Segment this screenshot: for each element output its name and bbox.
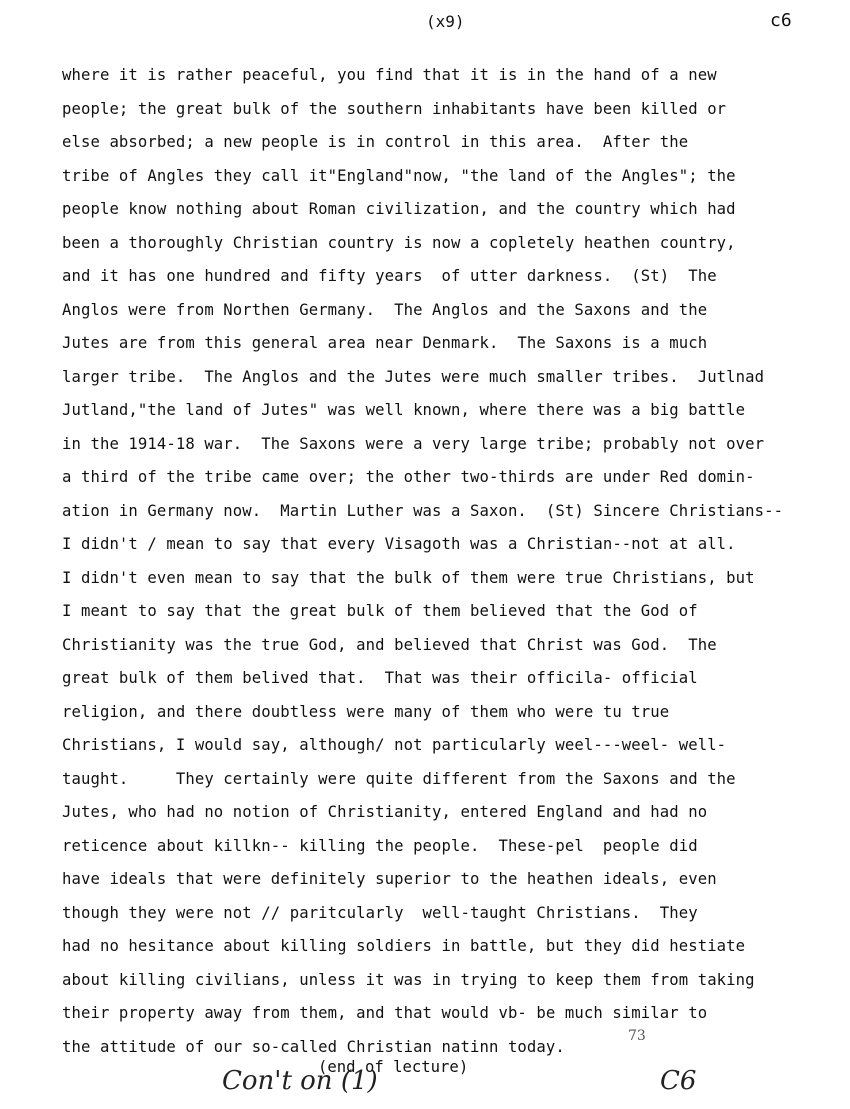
text-line: people know nothing about Roman civilization, and the country which had bbox=[62, 200, 736, 218]
text-line: Jutland,"the land of Jutes" was well known, where there was a big battle bbox=[62, 401, 746, 419]
text-line: reticence about killkn-- killing the people. These-pel people did bbox=[62, 836, 698, 855]
text-line: I meant to say that the great bulk of them believed that the God of bbox=[62, 602, 698, 620]
text-line: larger tribe. The Anglos and the Jutes were much smaller tribes. Jutlnad bbox=[62, 367, 765, 386]
text-line: have ideals that were definitely superior to the heathen ideals, even bbox=[62, 870, 717, 888]
text-line: Christianity was the true God, and believed that Christ was God. The bbox=[62, 635, 717, 654]
text-line: ation in Germany now. Martin Luther was a Saxon. (St) Sincere Christians-- bbox=[62, 501, 784, 520]
handwritten-code: C6 bbox=[660, 1066, 697, 1096]
text-line: had no hesitance about killing soldiers in battle, but they did hestiate bbox=[62, 937, 746, 955]
corner-code: c6 bbox=[770, 10, 792, 31]
text-line: their property away from them, and that would vb- be much similar to bbox=[62, 1004, 708, 1022]
text-line: great bulk of them belived that. That was their officila- official bbox=[62, 669, 698, 687]
text-line: Anglos were from Northen Germany. The Anglos and the Saxons and the bbox=[62, 300, 708, 319]
body-text bbox=[62, 64, 842, 1069]
text-line: Jutes, who had no notion of Christianity, entered England and had no bbox=[62, 803, 708, 821]
text-line: Jutes are from this general area near Denmark. The Saxons is a much bbox=[62, 334, 708, 352]
text-line: taught. They certainly were quite different from the Saxons and the bbox=[62, 769, 736, 788]
margin-note: 73 bbox=[628, 1028, 646, 1044]
handwritten-continuation-note: Con't on (1) bbox=[222, 1066, 378, 1096]
text-line: religion, and there doubtless were many of them who were tu true bbox=[62, 702, 670, 721]
text-line: though they were not // paritcularly well-taught Christians. They bbox=[62, 903, 698, 922]
page-number: (x9) bbox=[426, 12, 465, 31]
text-line: in the 1914-18 war. The Saxons were a very large tribe; probably not over bbox=[62, 434, 765, 453]
text-line: tribe of Angles they call it"England"now, "the land of the Angles"; the bbox=[62, 166, 736, 185]
text-line: about killing civilians, unless it was in trying to keep them from taking bbox=[62, 970, 755, 989]
text-line: the attitude of our so-called Christian natinn today. bbox=[62, 1037, 565, 1056]
text-line: and it has one hundred and fifty years of utter darkness. (St) The bbox=[62, 267, 717, 285]
text-line: a third of the tribe came over; the other two-thirds are under Red domin- bbox=[62, 468, 755, 486]
end-of-lecture-note: (end of lecture) bbox=[318, 1058, 469, 1076]
text-line: I didn't even mean to say that the bulk of them were true Christians, but bbox=[62, 568, 755, 587]
text-line: where it is rather peaceful, you find that it is in the hand of a new bbox=[62, 66, 717, 84]
text-line: I didn't / mean to say that every Visagoth was a Christian--not at all. bbox=[62, 535, 736, 553]
text-line: been a thoroughly Christian country is now a copletely heathen country, bbox=[62, 233, 736, 252]
text-line: else absorbed; a new people is in control in this area. After the bbox=[62, 133, 689, 151]
text-line: Christians, I would say, although/ not particularly weel---weel- well- bbox=[62, 736, 727, 754]
text-line: people; the great bulk of the southern inhabitants have been killed or bbox=[62, 99, 727, 118]
